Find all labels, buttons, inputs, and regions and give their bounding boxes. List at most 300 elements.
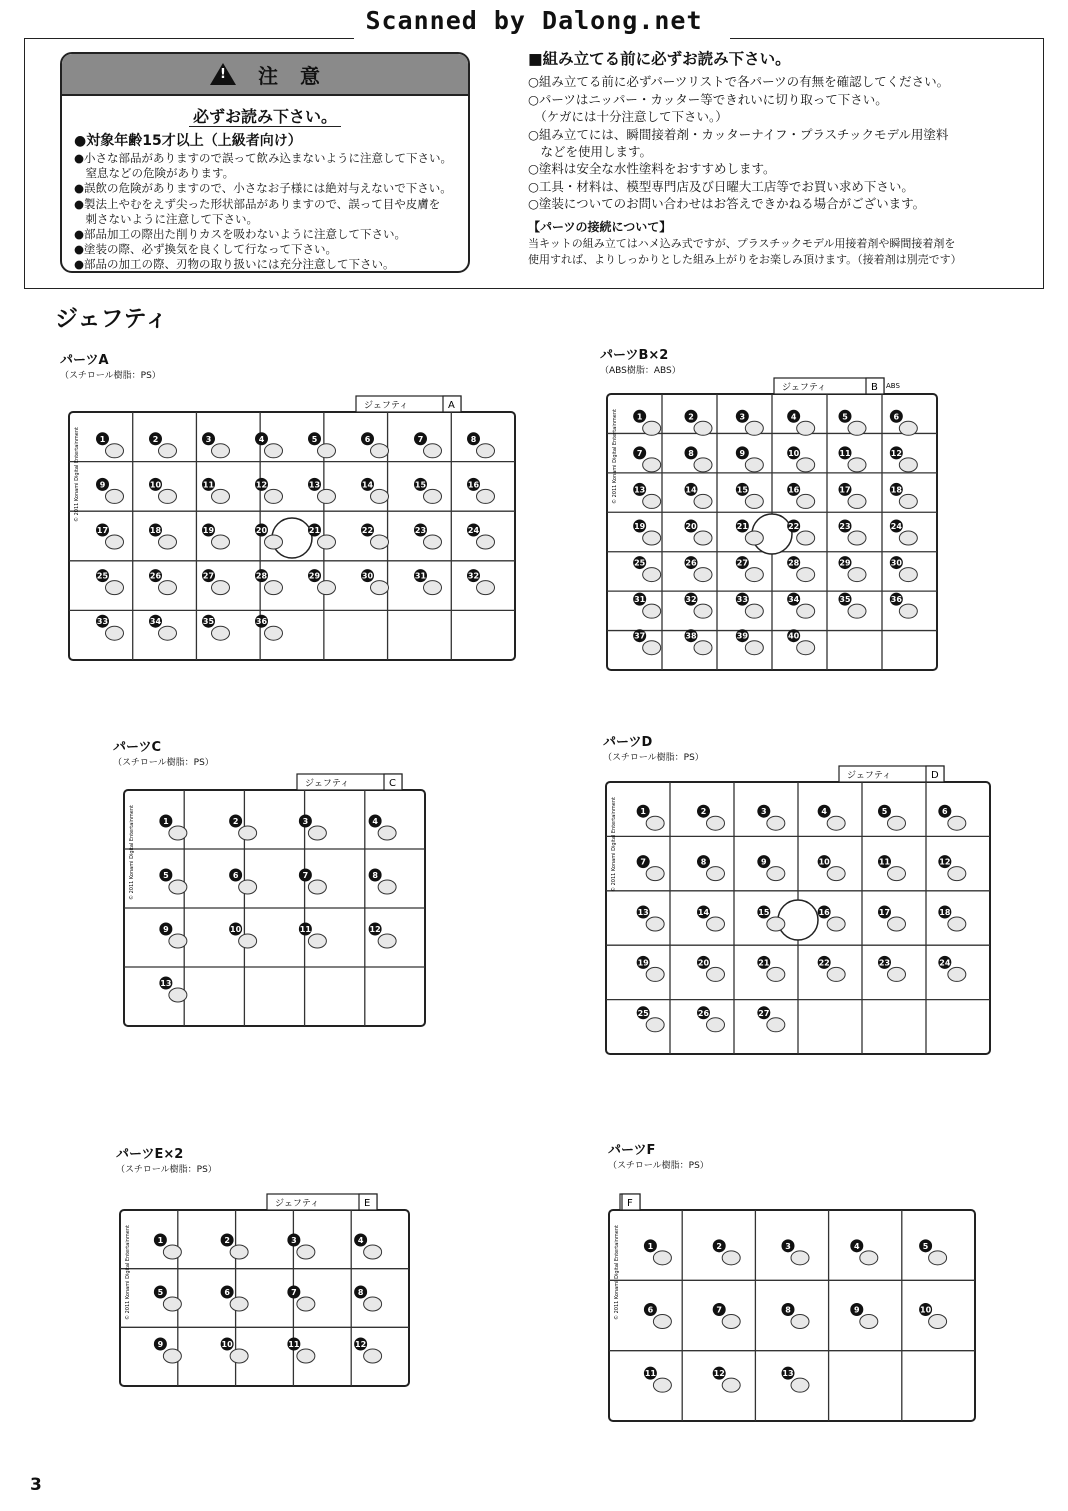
part-number: 20 (685, 522, 697, 531)
runner-part (318, 581, 336, 595)
part-number: 9 (761, 857, 767, 867)
runner-part (297, 1245, 315, 1259)
runner-part (929, 1315, 947, 1329)
runner-part (169, 988, 187, 1002)
part-number: 28 (255, 571, 268, 581)
caution-box (60, 52, 470, 273)
runner-part (791, 1251, 809, 1265)
part-number: 21 (308, 526, 321, 535)
runner-part (643, 531, 661, 545)
part-number: 10 (920, 1305, 932, 1315)
notes-line: ○組み立てには、瞬間接着剤・カッターナイフ・プラスチックモデル用塗料 (528, 126, 949, 142)
part-number: 14 (361, 480, 374, 490)
part-number: 3 (739, 412, 746, 422)
runner-part (694, 421, 712, 435)
runner-part (797, 421, 815, 435)
part-number: 6 (893, 412, 900, 422)
runner-part (694, 458, 712, 472)
runner-material: （スチロール樹脂：PS） (603, 753, 704, 763)
assembly-notes (528, 51, 998, 267)
runner-part (643, 458, 661, 472)
runner-d-header (603, 731, 704, 763)
part-number: 2 (224, 1236, 230, 1245)
caution-subtitle: 必ずお読み下さい。 (62, 104, 468, 127)
runner-part (707, 917, 725, 931)
runner-part (106, 626, 124, 640)
part-number: 1 (647, 1241, 654, 1251)
part-number: 5 (163, 871, 169, 880)
runner-part (707, 816, 725, 830)
runner-part (643, 604, 661, 618)
part-number: 38 (685, 631, 697, 641)
runner-part (694, 494, 712, 508)
runner-part (106, 489, 124, 503)
caution-line: ●部品加工の際出た削りカスを吸わないように注意して下さい。 (74, 227, 407, 242)
runner-part (643, 641, 661, 655)
caution-title-char-1: 注 (258, 63, 278, 88)
notes-line: ○塗装についてのお問い合わせはお答えできかねる場合がございます。 (528, 196, 926, 212)
notes-line: ○工具・材料は、模型専門店及び日曜大工店等でお買い求め下さい。 (528, 178, 914, 194)
runner-part (169, 880, 187, 894)
runner-c-header (113, 736, 214, 768)
runner-part (378, 934, 396, 948)
caution-line: ●部品の加工の際、刃物の取り扱いには充分注意して下さい。 (74, 257, 395, 272)
part-number: 29 (839, 558, 851, 568)
part-number: 1 (157, 1236, 164, 1245)
runner-label: パーツF (608, 1143, 656, 1158)
runner-part (888, 867, 906, 881)
runner-label: パーツE×2 (116, 1147, 184, 1162)
runner-part (899, 531, 917, 545)
runner-part (767, 816, 785, 830)
part-number: 3 (205, 434, 212, 444)
runner-part (318, 444, 336, 458)
runner-part (424, 581, 442, 595)
runner-letter: F (627, 1198, 633, 1209)
part-number: 36 (890, 595, 902, 605)
runner-part (929, 1251, 947, 1265)
part-number: 18 (939, 908, 951, 917)
runner-part (308, 880, 326, 894)
runner-copyright: © 2011 Konami Digital Entertainment (129, 805, 135, 900)
part-number: 10 (788, 448, 800, 458)
runner-part (653, 1251, 671, 1265)
part-number: 19 (634, 522, 646, 531)
part-number: 13 (637, 908, 649, 917)
runner-part (230, 1349, 248, 1363)
part-number: 8 (700, 857, 707, 867)
caution-line: 刺さないように注意して下さい。 (74, 211, 258, 226)
part-number: 6 (942, 807, 948, 817)
part-number: 11 (202, 480, 215, 490)
runner-part (378, 880, 396, 894)
runner-part (477, 535, 495, 549)
part-number: 5 (922, 1241, 929, 1251)
runner-part (899, 458, 917, 472)
runner-part (848, 531, 866, 545)
part-number: 20 (697, 958, 710, 968)
runner-part (899, 494, 917, 508)
runner-part (477, 581, 495, 595)
runner-material: （スチロール樹脂：PS） (608, 1161, 709, 1171)
frame-top-right (730, 38, 1043, 39)
runner-label: パーツC (113, 740, 162, 755)
part-number: 2 (688, 412, 694, 422)
runner-part (722, 1315, 740, 1329)
runner-part (212, 626, 230, 640)
part-number: 10 (230, 925, 242, 934)
part-number: 40 (788, 631, 800, 641)
runner-part (371, 581, 389, 595)
part-number: 16 (818, 908, 830, 917)
runner-part (265, 535, 283, 549)
runner-part (265, 626, 283, 640)
part-number: 6 (647, 1305, 654, 1315)
runner-part (371, 535, 389, 549)
runner-part (646, 917, 664, 931)
runner-part (159, 489, 177, 503)
part-number: 28 (788, 558, 800, 568)
part-number: 10 (221, 1340, 233, 1349)
part-number: 37 (634, 631, 646, 641)
part-number: 23 (414, 526, 427, 535)
part-number: 30 (890, 558, 902, 568)
part-number: 8 (372, 871, 378, 880)
runner-part (848, 421, 866, 435)
runner-part (239, 826, 257, 840)
runner-part (159, 626, 177, 640)
part-number: 25 (637, 1008, 649, 1018)
part-number: 35 (839, 595, 851, 605)
part-number: 9 (854, 1305, 860, 1315)
caution-lines (62, 131, 468, 273)
runner-part (797, 494, 815, 508)
part-number: 32 (685, 595, 697, 605)
runner-part (797, 641, 815, 655)
runner-part (791, 1378, 809, 1392)
runner-part (694, 531, 712, 545)
runner-part (212, 535, 230, 549)
part-number: 12 (255, 480, 268, 490)
part-number: 4 (258, 434, 265, 444)
runner-a-diagram (66, 394, 518, 664)
notes-line: （ケガには十分注意して下さい。） (528, 109, 728, 125)
runner-part (745, 641, 763, 655)
runner-part (239, 934, 257, 948)
runner-part (745, 604, 763, 618)
runner-tag-text: ジェフティ (364, 401, 409, 411)
part-number: 1 (163, 817, 169, 826)
runner-part (694, 604, 712, 618)
runner-part (297, 1349, 315, 1363)
runner-copyright: © 2011 Konami Digital Entertainment (614, 1225, 620, 1320)
runner-part (848, 604, 866, 618)
part-number: 17 (878, 908, 891, 917)
runner-part (848, 494, 866, 508)
runner-part (643, 568, 661, 582)
runner-part (643, 421, 661, 435)
part-number: 12 (890, 448, 902, 458)
part-number: 7 (302, 871, 309, 880)
part-number: 2 (700, 807, 707, 817)
notes-line: ○パーツはニッパー・カッター等できれいに切り取って下さい。 (528, 91, 888, 107)
scanner-credit: Scanned by Dalong.net (365, 6, 703, 35)
runner-c-diagram (121, 772, 428, 1030)
part-number: 3 (785, 1241, 791, 1251)
part-number: 4 (854, 1241, 860, 1251)
part-number: 11 (288, 1340, 300, 1349)
runner-part (707, 967, 725, 981)
runner-part (745, 494, 763, 508)
runner-part (318, 489, 336, 503)
runner-part (797, 604, 815, 618)
runner-part (378, 826, 396, 840)
runner-part (106, 535, 124, 549)
runner-part (767, 1018, 785, 1032)
runner-material: （スチロール樹脂：PS） (116, 1165, 217, 1175)
part-number: 15 (736, 485, 748, 495)
part-number: 19 (202, 526, 215, 535)
part-number: 2 (152, 434, 159, 444)
part-number: 22 (788, 522, 800, 531)
part-number: 14 (685, 485, 697, 495)
part-number: 10 (149, 480, 162, 490)
part-number: 2 (232, 817, 239, 826)
runner-part (212, 444, 230, 458)
runner-part (424, 535, 442, 549)
part-number: 11 (878, 857, 891, 867)
runner-part (827, 816, 845, 830)
part-number: 22 (361, 526, 374, 535)
caution-line: ●誤飲の危険がありますので、小さなお子様には絶対与えないで下さい。 (74, 181, 452, 196)
runner-part (694, 641, 712, 655)
runner-part (888, 816, 906, 830)
runner-part (827, 967, 845, 981)
runner-part (308, 934, 326, 948)
caution-line: 窒息などの危険があります。 (74, 166, 235, 181)
part-number: 30 (361, 571, 374, 581)
part-number: 7 (640, 857, 646, 867)
runner-part (646, 816, 664, 830)
part-number: 12 (939, 857, 951, 867)
part-number: 11 (299, 925, 311, 934)
runner-part (230, 1245, 248, 1259)
runner-part (239, 880, 257, 894)
runner-label: パーツA (60, 353, 109, 368)
part-number: 26 (697, 1008, 710, 1018)
part-number: 24 (939, 958, 951, 968)
runner-part (722, 1251, 740, 1265)
part-number: 13 (308, 480, 321, 490)
part-number: 16 (788, 485, 800, 495)
runner-part (797, 531, 815, 545)
part-number: 6 (232, 871, 239, 880)
runner-part (899, 604, 917, 618)
runner-part (106, 581, 124, 595)
part-number: 22 (818, 958, 830, 968)
runner-part (694, 568, 712, 582)
runner-tag-text: ジェフティ (782, 383, 827, 393)
connection-heading: 【パーツの接続について】 (528, 219, 672, 234)
runner-f-diagram (606, 1190, 978, 1425)
runner-part (948, 967, 966, 981)
runner-part (364, 1297, 382, 1311)
runner-part (948, 917, 966, 931)
part-number: 1 (636, 412, 643, 422)
runner-part (767, 867, 785, 881)
part-number: 32 (467, 571, 480, 581)
part-number: 25 (96, 571, 109, 581)
runner-part (477, 444, 495, 458)
section-title: ジェフティ (55, 306, 168, 332)
runner-part (745, 531, 763, 545)
runner-part (646, 967, 664, 981)
part-number: 13 (782, 1369, 794, 1379)
notes-line: ○組み立てる前に必ずパーツリストで各パーツの有無を確認してください。 (528, 74, 950, 90)
part-number: 9 (163, 925, 169, 934)
notes-heading: ■組み立てる前に必ずお読み下さい。 (528, 50, 791, 68)
runner-letter: E (364, 1198, 371, 1209)
runner-part (371, 489, 389, 503)
part-number: 6 (364, 434, 371, 444)
runner-part (308, 826, 326, 840)
part-number: 19 (637, 958, 649, 968)
runner-material: （スチロール樹脂：PS） (60, 371, 161, 381)
part-number: 15 (414, 480, 427, 490)
part-number: 8 (357, 1288, 364, 1297)
runner-part (797, 568, 815, 582)
runner-part (860, 1315, 878, 1329)
part-number: 21 (736, 522, 748, 531)
runner-part (848, 458, 866, 472)
runner-letter: B (871, 382, 878, 393)
runner-e-diagram (117, 1190, 412, 1390)
part-number: 11 (839, 448, 851, 458)
part-number: 14 (697, 908, 710, 917)
part-number: 36 (255, 617, 268, 627)
runner-part (767, 967, 785, 981)
runner-part (653, 1378, 671, 1392)
runner-part (745, 421, 763, 435)
runner-part (364, 1349, 382, 1363)
part-number: 12 (369, 925, 381, 934)
part-number: 18 (149, 526, 162, 535)
runner-part (318, 535, 336, 549)
runner-part (827, 867, 845, 881)
runner-part (212, 489, 230, 503)
runner-part (860, 1251, 878, 1265)
runner-label: パーツD (603, 735, 653, 750)
runner-part (265, 489, 283, 503)
part-number: 5 (311, 434, 318, 444)
part-number: 8 (785, 1305, 791, 1315)
part-number: 8 (470, 434, 477, 444)
runner-part (767, 917, 785, 931)
warning-triangle-icon: ! (210, 63, 236, 85)
part-number: 34 (149, 617, 162, 627)
runner-part (477, 489, 495, 503)
part-number: 24 (467, 526, 480, 535)
runner-copyright: © 2011 Konami Digital Entertainment (74, 427, 80, 522)
runner-part (899, 568, 917, 582)
runner-letter: D (931, 770, 939, 781)
part-number: 31 (414, 571, 427, 581)
notes-line: ○塗料は安全な水性塗料をおすすめします。 (528, 161, 776, 177)
runner-part (163, 1245, 181, 1259)
runner-part (265, 581, 283, 595)
page-number: 3 (30, 1475, 42, 1495)
part-number: 7 (417, 434, 424, 444)
part-number: 25 (634, 558, 646, 568)
part-number: 4 (357, 1236, 364, 1245)
runner-tag-text: ジェフティ (847, 771, 892, 781)
part-number: 4 (821, 807, 827, 817)
part-number: 5 (157, 1288, 164, 1297)
part-number: 10 (818, 857, 830, 867)
part-number: 11 (644, 1369, 656, 1379)
runner-b-diagram (604, 372, 940, 674)
runner-part (424, 444, 442, 458)
runner-part (948, 816, 966, 830)
runner-part (169, 934, 187, 948)
runner-part (707, 867, 725, 881)
runner-part (745, 458, 763, 472)
frame-top-left (24, 38, 354, 39)
part-number: 23 (839, 522, 851, 531)
runner-tag-text: ジェフティ (275, 1199, 320, 1209)
part-number: 5 (842, 412, 848, 422)
part-number: 8 (688, 448, 694, 458)
runner-part (371, 444, 389, 458)
runner-part (791, 1315, 809, 1329)
part-number: 4 (372, 817, 378, 826)
part-number: 17 (839, 485, 851, 495)
runner-copyright: © 2011 Konami Digital Entertainment (612, 409, 618, 504)
part-number: 12 (713, 1369, 725, 1379)
runner-part (646, 1018, 664, 1032)
part-number: 20 (255, 526, 268, 535)
part-number: 9 (99, 480, 106, 490)
runner-material: （スチロール樹脂：PS） (113, 758, 214, 768)
runner-letter: C (389, 778, 396, 789)
part-number: 7 (636, 448, 643, 458)
runner-part (888, 917, 906, 931)
caution-line: ●塗装の際、必ず換気を良くして行なって下さい。 (74, 242, 338, 257)
part-number: 24 (890, 522, 902, 531)
part-number: 7 (716, 1305, 722, 1315)
runner-copyright: © 2011 Konami Digital Entertainment (125, 1225, 131, 1320)
runner-part (827, 917, 845, 931)
part-number: 9 (157, 1340, 164, 1349)
part-number: 1 (99, 434, 106, 444)
part-number: 9 (739, 448, 746, 458)
runner-material: （ABS樹脂：ABS） (600, 366, 681, 376)
part-number: 31 (634, 595, 646, 605)
part-number: 4 (790, 412, 797, 422)
part-number: 6 (224, 1288, 230, 1297)
caution-line: ●小さな部品がありますので誤って飲み込まないように注意して下さい。 (74, 151, 453, 165)
runner-part (948, 867, 966, 881)
runner-part (230, 1297, 248, 1311)
part-number: 5 (881, 807, 888, 817)
part-number: 27 (758, 1008, 770, 1018)
part-number: 13 (160, 979, 172, 988)
runner-part (265, 444, 283, 458)
runner-tag-text: ジェフティ (305, 779, 350, 789)
runner-sub: ABS (886, 382, 900, 390)
runner-hub (778, 900, 818, 940)
runner-part (159, 535, 177, 549)
